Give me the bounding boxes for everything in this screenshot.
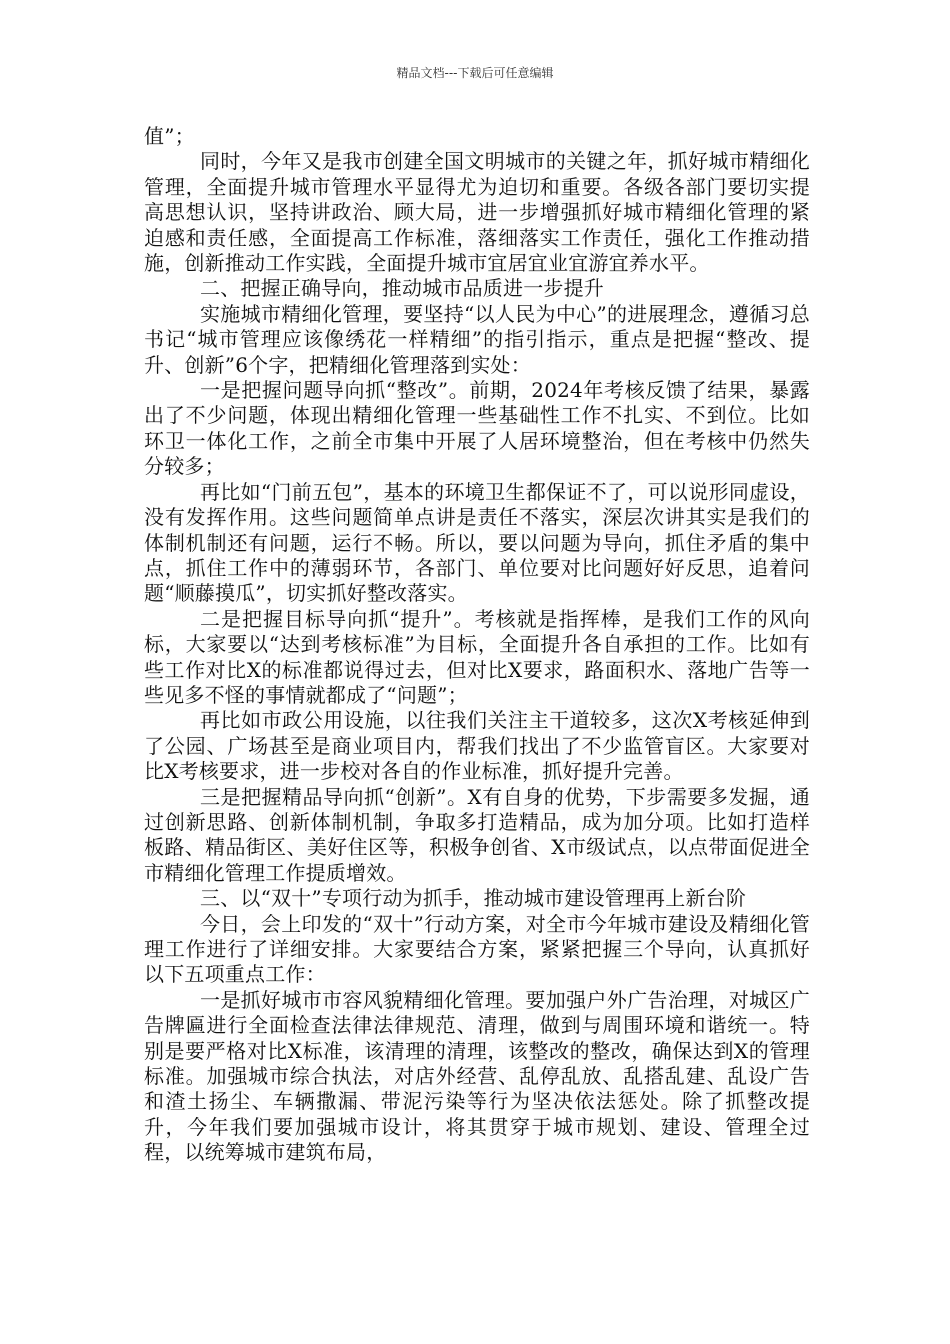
section-heading: 二、把握正确导向，推动城市品质进一步提升 [200,276,604,301]
section-heading: 三、以“双十”专项行动为抓手，推动城市建设管理再上新台阶 [200,886,747,911]
paragraph: 再比如市政公用设施，以往我们关注主干道较多，这次X考核延伸到了公园、广场甚至是商业项目内，帮我们找出了不少监管盲区。大家要对比X考核要求，进一步校对各自的作业标准，抓好提升完善。 [144,708,810,784]
paragraph: 一是把握问题导向抓“整改”。前期，2024年考核反馈了结果，暴露出了不少问题，体现出精细化管理一些基础性工作不扎实、不到位。比如环卫一体化工作，之前全市集中开展了人居环境整治，但在考核中仍然失分较多； [144,378,810,479]
paragraph: 再比如“门前五包”，基本的环境卫生都保证不了，可以说形同虚设，没有发挥作用。这些问题简单点讲是责任不落实，深层次讲其实是我们的体制机制还有问题，运行不畅。所以，要以问题为导向，抓住矛盾的集中点，抓住工作中的薄弱环节，各部门、单位要对比问题好好反思，追着问题“顺藤摸瓜”，切实抓好整改落实。 [144,479,810,606]
paragraph: 值”； [144,124,195,148]
page-header: 精品文档---下载后可任意编辑 [396,66,554,80]
paragraph: 同时，今年又是我市创建全国文明城市的关键之年，抓好城市精细化管理，全面提升城市管理水平显得尤为迫切和重要。各级各部门要切实提高思想认识，坚持讲政治、顾大局，进一步增强抓好城市精细化管理的紧迫感和责任感，全面提高工作标准，落细落实工作责任，强化工作推动措施，创新推动工作实践，全面提升城市宜居宜业宜游宜养水平。 [144,149,810,276]
paragraph: 今日，会上印发的“双十”行动方案，对全市今年城市建设及精细化管理工作进行了详细安排。大家要结合方案，紧紧把握三个导向，认真抓好以下五项重点工作： [144,911,810,987]
paragraph: 二是把握目标导向抓“提升”。考核就是指挥棒，是我们工作的风向标，大家要以“达到考核标准”为目标，全面提升各自承担的工作。比如有些工作对比X的标准都说得过去，但对比X要求，路面积水、落地广告等一些见多不怪的事情就都成了“问题”； [144,606,810,707]
paragraph: 三是把握精品导向抓“创新”。X有自身的优势，下步需要多发掘，通过创新思路、创新体制机制，争取多打造精品，成为加分项。比如打造样板路、精品街区、美好住区等，积极争创省、X市级试点，以点带面促进全市精细化管理工作提质增效。 [144,784,810,885]
paragraph: 实施城市精细化管理，要坚持“以人民为中心”的进展理念，遵循习总书记“城市管理应该像绣花一样精细”的指引指示，重点是把握“整改、提升、创新”6个字，把精细化管理落到实处： [144,301,810,377]
paragraph: 一是抓好城市市容风貌精细化管理。要加强户外广告治理，对城区广告牌匾进行全面检查法律法律规范、清理，做到与周围环境和谐统一。特别是要严格对比X标准，该清理的清理，该整改的整改，确保达到X的管理标准。加强城市综合执法，对店外经营、乱停乱放、乱搭乱建、乱设广告和渣土扬尘、车辆撒漏、带泥污染等行为坚决依法惩处。除了抓整改提升，今年我们要加强城市设计，将其贯穿于城市规划、建设、管理全过程，以统筹城市建筑布局， [144,987,810,1165]
document-body [144,124,810,1166]
